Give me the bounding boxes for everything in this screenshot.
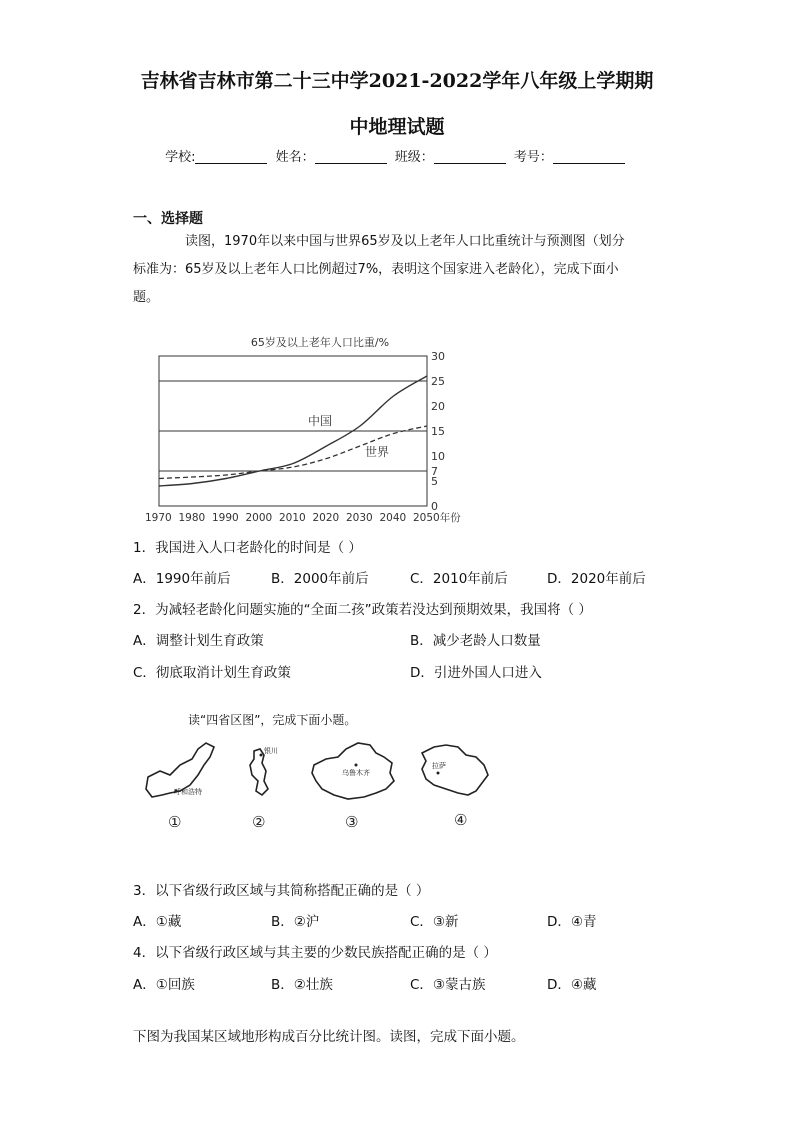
x-tick-label: 1970 bbox=[145, 512, 172, 524]
y-tick-label: 7 bbox=[431, 465, 438, 478]
school-label: 学校: bbox=[165, 150, 196, 165]
intro-line: 题。 bbox=[133, 290, 160, 305]
x-tick-label: 1980 bbox=[178, 512, 206, 524]
city-label: 呼和浩特 bbox=[174, 788, 202, 796]
city-label: 拉萨 bbox=[432, 762, 446, 770]
y-tick-label: 15 bbox=[431, 425, 445, 438]
city-dot bbox=[355, 764, 358, 767]
intro-line: 读图，1970年以来中国与世界65岁及以上老年人口比重统计与预测图（划分 bbox=[185, 234, 625, 249]
intro-line: 标准为：65岁及以上老年人口比例超过7%，表明这个国家进入老龄化），完成下面小 bbox=[133, 262, 619, 277]
aging-chart bbox=[140, 330, 470, 530]
map-ningxia bbox=[250, 746, 278, 831]
x-tick-label: 2030 bbox=[346, 512, 373, 524]
x-tick-label: 2050年份 bbox=[413, 512, 461, 524]
y-axis-ticks bbox=[431, 350, 445, 513]
next-section-intro: 下图为我国某区域地形构成百分比统计图。读图，完成下面小题。 bbox=[133, 1029, 525, 1045]
y-tick-label: 25 bbox=[431, 375, 445, 388]
tibet-outline bbox=[422, 745, 488, 795]
map-number: ③ bbox=[345, 813, 359, 831]
option[interactable]: A．调整计划生育政策 bbox=[133, 633, 264, 649]
option[interactable]: D．④青 bbox=[547, 914, 597, 930]
y-tick-label: 0 bbox=[431, 500, 438, 513]
x-tick-label: 2040 bbox=[379, 512, 407, 524]
city-label: 乌鲁木齐 bbox=[342, 769, 370, 777]
question-stem: 4．以下省级行政区域与其主要的少数民族搭配正确的是（ ） bbox=[133, 945, 497, 961]
map-number: ① bbox=[168, 813, 182, 831]
city-dot bbox=[260, 754, 263, 757]
x-axis-ticks bbox=[145, 511, 461, 524]
page-title-line2: 中地理试题 bbox=[349, 116, 445, 138]
class-label: 班级： bbox=[394, 150, 434, 165]
x-tick-label: 2010 bbox=[279, 512, 306, 524]
student-info-row bbox=[0, 146, 794, 165]
map-inner-mongolia bbox=[146, 743, 214, 831]
section-heading: 一、选择题 bbox=[133, 211, 203, 227]
city-label: 银川 bbox=[264, 747, 278, 755]
city-dot bbox=[437, 772, 440, 775]
x-tick-label: 2020 bbox=[312, 512, 340, 524]
option[interactable]: B．②壮族 bbox=[271, 977, 333, 993]
chart-title: 65岁及以上老年人口比重/% bbox=[250, 336, 390, 349]
series-label-world: 世界 bbox=[365, 445, 390, 459]
option[interactable]: A．①回族 bbox=[133, 977, 195, 993]
option[interactable]: C．③蒙古族 bbox=[410, 977, 486, 993]
class-blank[interactable] bbox=[434, 149, 506, 164]
y-tick-label: 5 bbox=[431, 475, 438, 488]
intro-paragraph bbox=[133, 228, 663, 312]
school-blank[interactable] bbox=[195, 149, 267, 164]
map-tibet bbox=[422, 745, 488, 829]
option[interactable]: B．②沪 bbox=[271, 914, 320, 930]
option[interactable]: B．减少老龄人口数量 bbox=[410, 633, 541, 649]
question-stem: 2．为减轻老龄化问题实施的“全面二孩”政策若没达到预期效果，我国将（ ） bbox=[133, 602, 592, 618]
series-label-china: 中国 bbox=[308, 414, 333, 428]
map-xinjiang bbox=[312, 743, 394, 831]
y-tick-label: 30 bbox=[431, 350, 445, 363]
x-tick-label: 1990 bbox=[212, 512, 239, 524]
question-stem: 1．我国进入人口老龄化的时间是（ ） bbox=[133, 540, 362, 556]
map-intro: 读“四省区图”，完成下面小题。 bbox=[188, 713, 357, 727]
name-blank[interactable] bbox=[315, 149, 387, 164]
y-tick-label: 10 bbox=[431, 450, 445, 463]
map-number: ④ bbox=[454, 811, 468, 829]
exam-number-blank[interactable] bbox=[553, 149, 625, 164]
option[interactable]: B．2000年前后 bbox=[271, 571, 369, 587]
exam-number-label: 考号： bbox=[513, 150, 553, 165]
page-title: 吉林省吉林市第二十三中学2021-2022学年八年级上学期期 bbox=[140, 70, 654, 92]
option[interactable]: C．彻底取消计划生育政策 bbox=[133, 665, 291, 681]
option[interactable]: D．2020年前后 bbox=[547, 571, 646, 587]
x-tick-label: 2000 bbox=[245, 512, 273, 524]
option[interactable]: D．④藏 bbox=[547, 977, 597, 993]
question-stem: 3．以下省级行政区域与其简称搭配正确的是（ ） bbox=[133, 883, 430, 899]
y-tick-label: 20 bbox=[431, 400, 445, 413]
option[interactable]: D．引进外国人口进入 bbox=[410, 665, 542, 681]
name-label: 姓名： bbox=[275, 150, 315, 165]
option[interactable]: C．2010年前后 bbox=[410, 571, 508, 587]
ningxia-outline bbox=[250, 749, 268, 795]
option[interactable]: A．1990年前后 bbox=[133, 571, 231, 587]
option[interactable]: A．①藏 bbox=[133, 914, 182, 930]
map-number: ② bbox=[252, 813, 266, 831]
province-maps bbox=[140, 735, 520, 835]
option[interactable]: C．③新 bbox=[410, 914, 459, 930]
